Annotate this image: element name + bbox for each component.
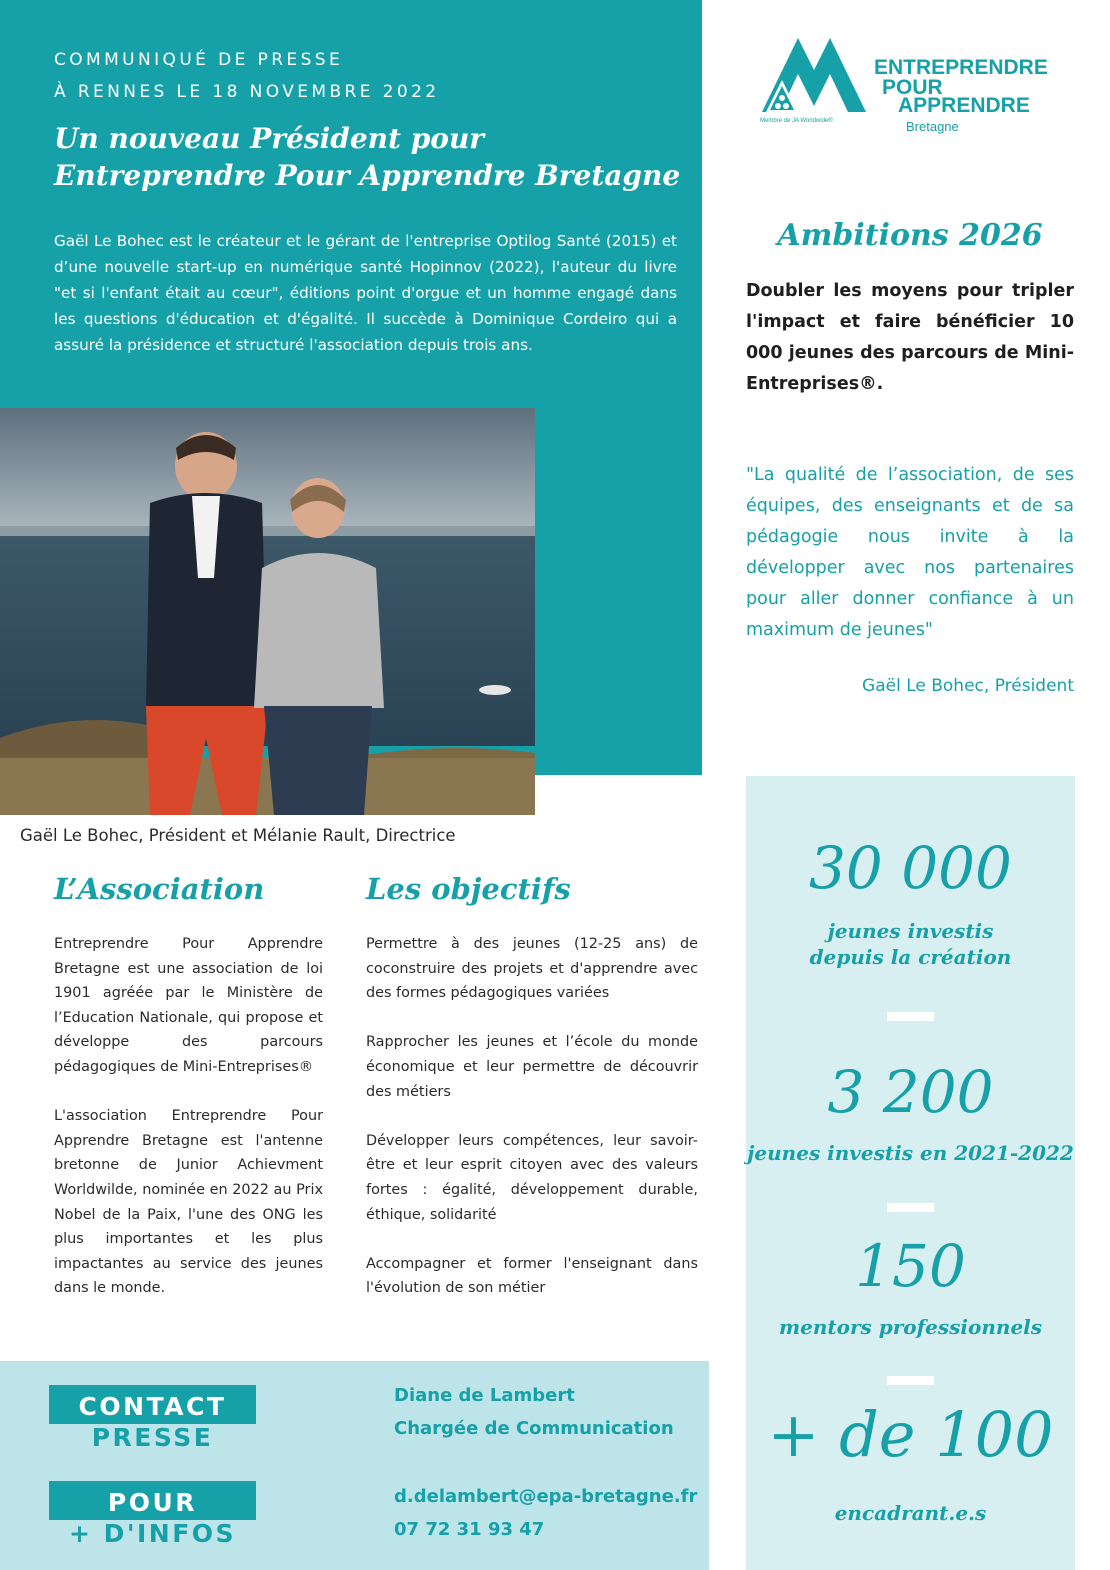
contact-phone[interactable]: 07 72 31 93 47: [394, 1519, 545, 1540]
association-paragraph: L'association Entreprendre Pour Apprendre Bretagne est l'antenne bretonne de Junior Achievment Worldwilde, nominée en 2022 au Prix Nobel de la Paix, l'une des ONG les plus importantes et les plus impactantes au service des jeunes dans le monde.: [54, 1108, 323, 1297]
objective-item: Rapprocher les jeunes et l’école du monde économique et leur permettre de découvrir des métiers: [366, 1034, 698, 1100]
contact-role: Chargée de Communication: [394, 1418, 674, 1439]
objective-item: Accompagner et former l'enseignant dans l'évolution de son métier: [366, 1255, 698, 1297]
stat-divider: [887, 1203, 934, 1212]
stat-divider: [887, 1012, 934, 1021]
stat-label-2: jeunes investis en 2021-2022: [747, 1141, 1074, 1165]
intro-paragraph: Gaël Le Bohec est le créateur et le gérant de l'entreprise Optilog Santé (2015) et d’une nouvelle start-up en numérique santé Hopinnov (2022), l'auteur du livre "et si l'enfant était au cœur", éditions point d'orgue et un homme engagé dans les questions d'éducation et d'égalité. Il succède à Dominique Cordeiro qui a assuré la présidence et structuré l'association depuis trois ans.: [54, 232, 677, 354]
title-line-1: Un nouveau Président pour: [54, 122, 485, 155]
stat-value-4: + de 100: [767, 1398, 1054, 1471]
info-tag-line-1: POUR: [107, 1488, 198, 1517]
association-text: [54, 932, 323, 1326]
stat-value-1: 30 000: [809, 834, 1012, 902]
stat-label-1a: jeunes investis: [827, 919, 994, 943]
photo-illustration: [0, 408, 535, 815]
objective-item: Développer leurs compétences, leur savoir-être et leur esprit citoyen avec des valeurs fortes : égalité, développement durable, éthique, solidarité: [366, 1132, 698, 1223]
kicker-line-1: COMMUNIQUÉ DE PRESSE: [54, 50, 344, 70]
stat-label-4: encadrant.e.s: [834, 1501, 987, 1525]
contact-tag-line-2: PRESSE: [91, 1423, 214, 1452]
kicker-line-2: À RENNES LE 18 NOVEMBRE 2022: [54, 82, 440, 102]
epa-logo[interactable]: [758, 34, 1058, 134]
logo-word-3: APPRENDRE: [898, 94, 1030, 117]
stat-label-1b: depuis la création: [809, 945, 1012, 969]
ambitions-text: Doubler les moyens pour tripler l'impact et faire bénéficier 10 000 jeunes des parcours de Mini-Entreprises®.: [746, 281, 1074, 394]
stat-divider: [887, 1376, 934, 1385]
mountain-logo-icon: [758, 34, 868, 120]
ambitions-title: Ambitions 2026: [777, 218, 1043, 253]
association-paragraph: Entreprendre Pour Apprendre Bretagne est une association de loi 1901 agréée par le Ministère de l’Education Nationale, qui propose et développe des parcours pédagogiques de Mini-Entreprises®: [54, 936, 323, 1075]
logo-word-2: POUR: [882, 76, 943, 99]
objectives-title: Les objectifs: [366, 872, 571, 906]
objective-item: Permettre à des jeunes (12-25 ans) de coconstruire des projets et d'apprendre avec des formes pédagogiques variées: [366, 936, 698, 1002]
contact-name: Diane de Lambert: [394, 1385, 575, 1406]
page-title: [54, 120, 694, 194]
logo-word-1: ENTREPRENDRE: [874, 56, 1048, 79]
press-kicker: [54, 44, 440, 108]
quote-author: Gaël Le Bohec, Président: [862, 676, 1074, 696]
president-director-photo: [0, 408, 535, 815]
logo-region: Bretagne: [906, 119, 959, 134]
stat-value-2: 3 200: [827, 1058, 994, 1126]
logo-member-text: Membre de JA Worldwide®: [760, 118, 833, 124]
title-line-2: Entreprendre Pour Apprendre Bretagne: [54, 159, 681, 192]
contact-email-link[interactable]: d.delambert@epa-bretagne.fr: [394, 1486, 698, 1507]
photo-caption: Gaël Le Bohec, Président et Mélanie Rault, Directrice: [20, 826, 456, 845]
stat-value-3: 150: [855, 1232, 966, 1300]
contact-tag-line-1: CONTACT: [78, 1392, 227, 1421]
info-tag-line-2: + D'INFOS: [68, 1519, 237, 1548]
president-quote: "La qualité de l’association, de ses équipes, des enseignants et de sa pédagogie nous invite à la développer avec nos partenaires pour aller donner confiance à un maximum de jeunes": [746, 465, 1074, 640]
stat-label-3: mentors professionnels: [778, 1315, 1043, 1339]
association-title: L’Association: [54, 872, 265, 906]
objectives-text: [366, 932, 698, 1326]
